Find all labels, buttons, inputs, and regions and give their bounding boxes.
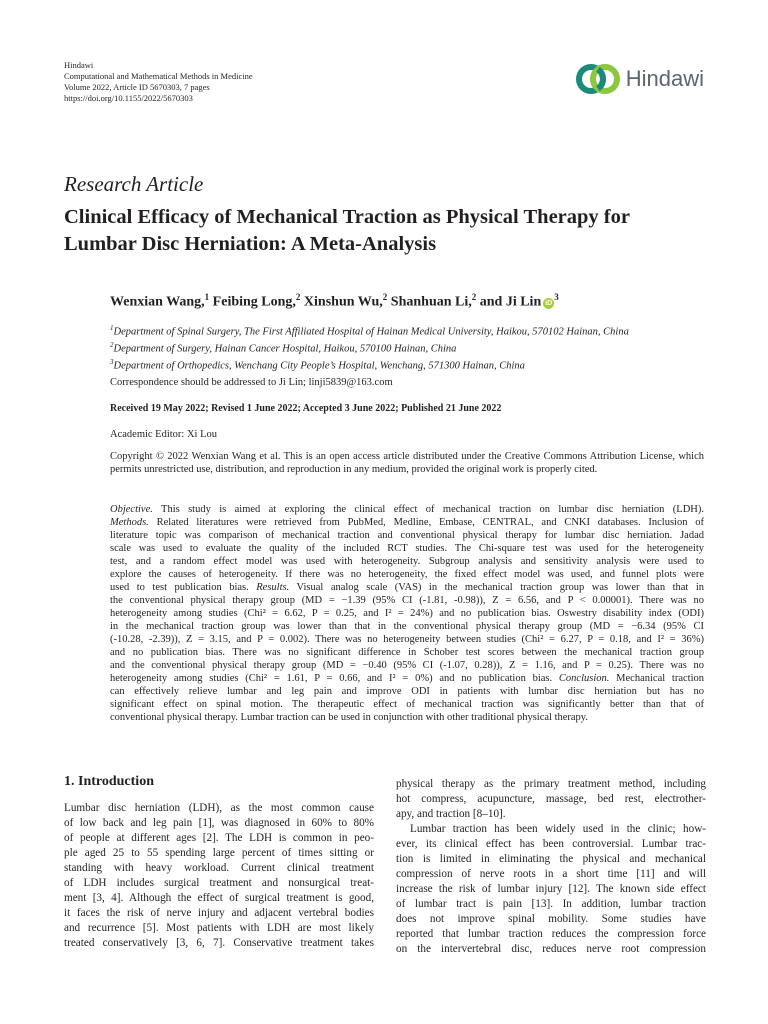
hindawi-logo xyxy=(574,62,704,96)
affiliation xyxy=(110,339,629,356)
abstract-line: Objective. This study is aimed at exploring the clinical effect of mechanical traction on lumbar disc herniation (LDH). xyxy=(110,504,704,515)
author-name: Feibing Long, xyxy=(212,294,296,310)
abstract-line: test, and a random effect model was used with heterogeneity. Subgroup analysis and sensitivity analysis were used to xyxy=(110,556,704,567)
author-affil-sup: 3 xyxy=(554,292,559,302)
abstract-line: explore the causes of heterogeneity. If there was no heterogeneity, the fixed effect model was used, and funnel plots were xyxy=(110,569,704,580)
affiliations xyxy=(110,322,629,373)
author-name: Xinshun Wu, xyxy=(303,294,383,310)
paragraph-line: Lumbar disc herniation (LDH), as the most common cause xyxy=(64,802,374,814)
author-name: Wenxian Wang, xyxy=(110,294,205,310)
paragraph-line: physical therapy as the primary treatment method, including xyxy=(396,778,706,790)
volume-info: Volume 2022, Article ID 5670303, 7 pages xyxy=(64,82,210,92)
publisher-name: Hindawi xyxy=(64,60,94,70)
paragraph-line: treated conservatively [3, 6, 7]. Conservative treatment takes xyxy=(64,937,374,949)
abstract-line: the conventional physical therapy group (MD = −1.39 (95% CI (-1.81, -0.98)), Z = 6.56, and P < 0.00001). There was no xyxy=(110,595,704,606)
abstract-line: (-10.28, -2.39)), Z = 3.15, and P = 0.002). There was no heterogeneity between studies (Chi² = 6.27, P = 0.18, and I² = 36%) xyxy=(110,634,704,645)
abstract-line: used to test publication bias. Results. Visual analog scale (VAS) in the mechanical traction group was lower than that in xyxy=(110,582,704,593)
author-name: Shanhuan Li, xyxy=(390,294,472,310)
paper-title xyxy=(64,204,714,258)
paragraph-line: on the intervertebral disc, reduces nerve root compression xyxy=(396,943,706,955)
doi-link[interactable]: https://doi.org/10.1155/2022/5670303 xyxy=(64,93,193,103)
academic-editor: Academic Editor: Xi Lou xyxy=(110,429,218,440)
affil-sup: 1 xyxy=(110,324,114,332)
abstract-line: conventional physical therapy. Lumbar traction can be used in conjunction with other traditional physical therapy. xyxy=(110,712,588,723)
abstract-line: and no publication bias. There was no significant difference in Schober test scores between the mechanical traction group xyxy=(110,647,704,658)
abstract-line: can effectively relieve lumbar and leg pain and improve ODI in patients with lumbar disc herniation but has no xyxy=(110,686,704,697)
affil-text: Department of Orthopedics, Wenchang City People’s Hospital, Wenchang, 571300 Hainan, China xyxy=(113,360,525,372)
abstract-line: heterogeneity among studies (Chi² = 6.62, P = 0.25, and I² = 24%) and no publication bias. Oswestry disability index (ODI) xyxy=(110,608,704,619)
paragraph-line: hot compress, acupuncture, massage, bed rest, electrother- xyxy=(396,793,706,805)
abstract-line: and the conventional physical therapy group (MD = −0.40 (95% CI (-1.07, 0.28)), Z = 1.16, and P = 0.25). There was no xyxy=(110,660,704,671)
intro-left-column xyxy=(64,774,374,951)
affil-text: Department of Surgery, Hainan Cancer Hospital, Haikou, 570100 Hainan, China xyxy=(113,343,457,355)
author-affil-sup: 1 xyxy=(204,292,210,302)
hindawi-rings-logo-icon xyxy=(574,62,622,96)
abstract-line: scale was used to evaluate the quality of the included RCT studies. The Chi-square test was used for the heterogeneity xyxy=(110,543,704,554)
paragraph-line: of people at different ages [2]. The LDH is common in peo- xyxy=(64,832,374,844)
paragraph-line: Lumbar traction has been widely used in the clinic; how- xyxy=(410,823,706,835)
paragraph-line: ever, its clinical effect has been controversial. Lumbar trac- xyxy=(396,838,706,850)
paragraph-line: standing with heavy workload. Current clinical treatment xyxy=(64,862,374,874)
abstract xyxy=(110,503,704,724)
abstract-line: Methods. Related literatures were retrieved from PubMed, Medline, Embase, CENTRAL, and CNKI databases. Inclusion of xyxy=(110,517,704,528)
author-affil-sup: 2 xyxy=(295,292,301,302)
author-affil-sup: 2 xyxy=(382,292,388,302)
paragraph-line: compression of nerve roots in a short time [11] and will xyxy=(396,868,706,880)
orcid-icon[interactable]: iD xyxy=(545,299,553,307)
paragraph-line: ple aged 25 to 55 spending large percent of times sitting or xyxy=(64,847,374,859)
affil-text: Department of Spinal Surgery, The First Affiliated Hospital of Hainan Medical University, Haikou, 570102 Hainan, China xyxy=(113,326,629,338)
abstract-line: in the mechanical traction group was lower than that in the conventional physical therapy group (MD = −6.34 (95% CI xyxy=(110,621,704,632)
paragraph-line: ment [3, 4]. Although the effect of surgical treatment is good, xyxy=(64,892,374,904)
affiliation xyxy=(110,356,629,373)
journal-header xyxy=(64,60,253,104)
intro-right-column xyxy=(396,777,706,957)
abstract-line: significant effect on spinal motion. The therapeutic effect of mechanical traction was significantly better than that of xyxy=(110,699,704,710)
paragraph-line: of low back and leg pain [1], was diagnosed in 60% to 80% xyxy=(64,817,374,829)
paragraph-line: apy, and traction [8–10]. xyxy=(396,808,506,820)
paragraph-line: does not improve spinal mobility. Some studies have xyxy=(396,913,706,925)
correspondence: Correspondence should be addressed to Ji Lin; linji5839@163.com xyxy=(110,377,393,388)
title-line: Lumbar Disc Herniation: A Meta-Analysis xyxy=(64,233,437,255)
paragraph-line: it faces the risk of nerve injury and adjacent vertebral bodies xyxy=(64,907,374,919)
article-type: Research Article xyxy=(64,172,204,196)
journal-name: Computational and Mathematical Methods in Medicine xyxy=(64,71,253,81)
intro-paragraph xyxy=(64,801,374,951)
intro-paragraph xyxy=(396,777,706,957)
paragraph-line: tion is limited in eliminating the physical and mechanical xyxy=(396,853,706,865)
paragraph-line: of LDH includes surgical treatment and nonsurgical treat- xyxy=(64,877,374,889)
affil-sup: 3 xyxy=(110,358,114,366)
logo-text: Hindawi xyxy=(625,66,704,91)
abstract-line: literature topic was comparison of mechanical traction and conventional physical therapy for lumbar disc herniation. Jadad xyxy=(110,530,704,541)
copyright-notice: Copyright © 2022 Wenxian Wang et al. This is an open access article distributed under the Creative Commons Attribution License, which permits unrestricted use, distribution, and reproduction in any medium, provided the original work is properly cited. xyxy=(110,451,704,475)
paragraph-line: of lumbar tract is pain [13]. In addition, lumbar traction xyxy=(396,898,706,910)
publication-dates: Received 19 May 2022; Revised 1 June 2022; Accepted 3 June 2022; Published 21 June 2022 xyxy=(110,403,502,414)
affiliation xyxy=(110,322,629,339)
author-list xyxy=(110,292,559,311)
abstract-line: heterogeneity among studies (Chi² = 1.61, P = 0.66, and I² = 0%) and no publication bias. Conclusion. Mechanical traction xyxy=(110,673,704,684)
author-affil-sup: 2 xyxy=(471,292,477,302)
paragraph-line: increase the risk of lumbar injury [12]. The known side effect xyxy=(396,883,706,895)
paragraph-line: and recurrence [5]. Most patients with LDH are most likely xyxy=(64,922,374,934)
affil-sup: 2 xyxy=(110,341,114,349)
author-name: and Ji Lin xyxy=(479,294,542,310)
paragraph-line: reported that lumbar traction reduces the compression force xyxy=(396,928,706,940)
title-line: Clinical Efficacy of Mechanical Traction as Physical Therapy for xyxy=(64,206,630,228)
section-heading: 1. Introduction xyxy=(64,774,154,789)
